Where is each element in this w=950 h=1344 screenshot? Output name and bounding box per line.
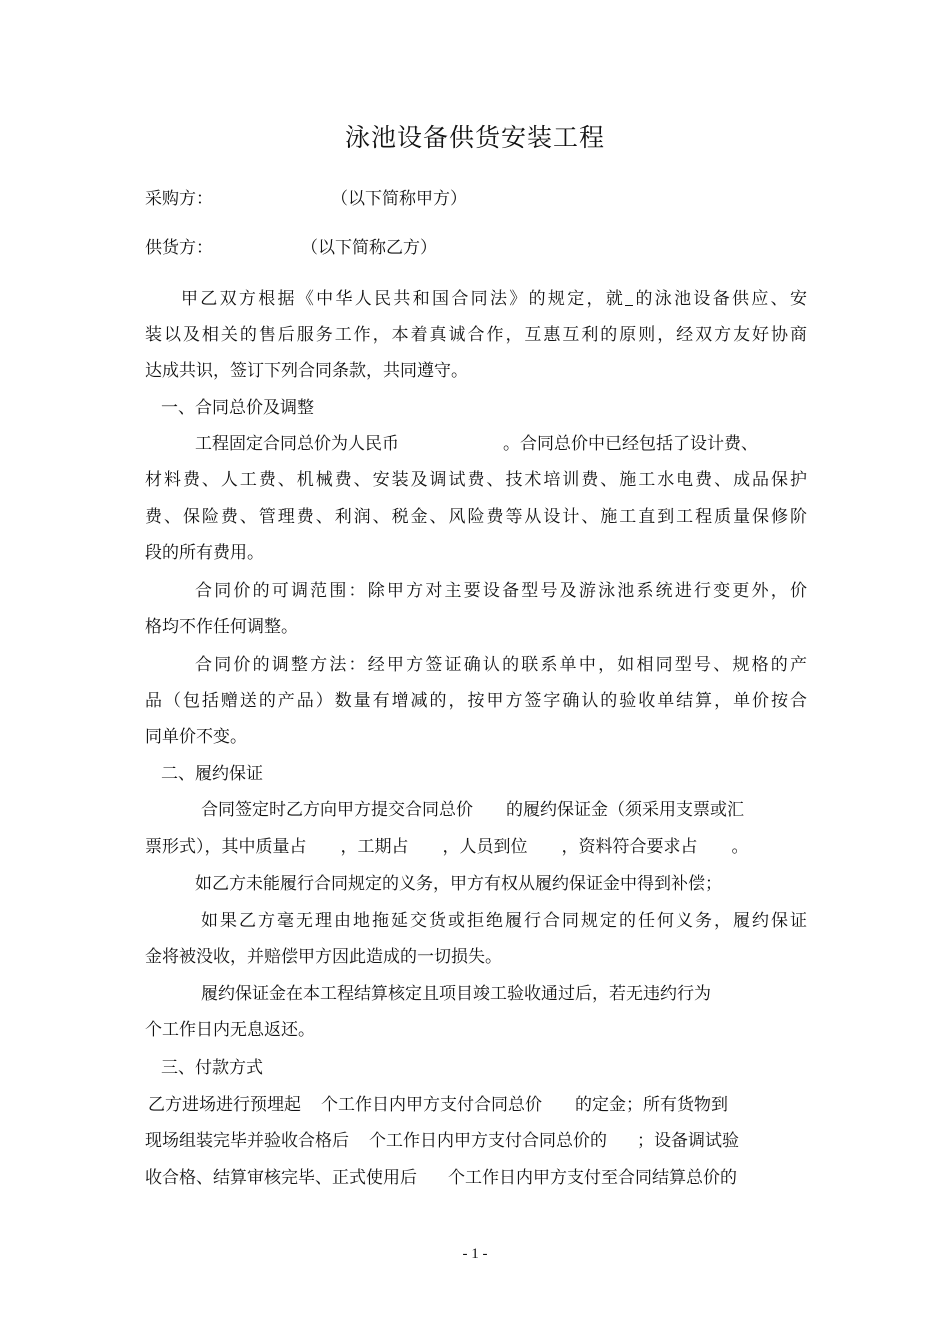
intro-text-1b: 的泳池设备供应、安 <box>633 289 807 309</box>
s3-l3-text-b: 个工作日内甲方支付至合同结算总价的 <box>448 1168 737 1188</box>
intro-text-1a: 甲乙双方根据《中华人民共和国合同法》的规定，就 <box>181 289 626 309</box>
section-3-heading: 三、付款方式 <box>161 1058 263 1078</box>
s3-line-1 <box>148 1094 807 1116</box>
s3-l1-text-c: 的定金；所有货物到 <box>575 1095 728 1115</box>
s2-p1-text-b: 的履约保证金（须采用支票或汇 <box>506 800 744 820</box>
buyer-line <box>145 188 807 210</box>
section-2-heading: 二、履约保证 <box>161 764 263 784</box>
s3-line-2 <box>145 1130 807 1152</box>
s1-p1-line-2: 材料费、人工费、机械费、安装及调试费、技术培训费、施工水电费、成品保护 <box>145 470 807 490</box>
s2-p4-line-2: 个工作日内无息返还。 <box>145 1020 315 1040</box>
intro-line-1 <box>181 288 807 310</box>
s2-p4-line-1: 履约保证金在本工程结算核定且项目竣工验收通过后，若无违约行为 <box>201 984 711 1004</box>
s3-l2-text-a: 现场组装完毕并验收合格后 <box>145 1131 349 1151</box>
blank-project-name <box>625 289 633 306</box>
s2-staff-label: ，人员到位 <box>442 837 528 857</box>
s3-l3-text-a: 收合格、结算审核完毕、正式使用后 <box>145 1168 417 1188</box>
s1-p2-line-1: 合同价的可调范围：除甲方对主要设备型号及游泳池系统进行变更外，价 <box>195 581 807 601</box>
s1-p3-line-2: 品（包括赠送的产品）数量有增减的，按甲方签字确认的验收单结算，单价按合 <box>145 691 807 711</box>
s2-p3-line-2: 金将被没收，并赔偿甲方因此造成的一切损失。 <box>145 947 502 967</box>
buyer-alias: （以下简称甲方） <box>331 189 467 209</box>
s1-p1-line-4: 段的所有费用。 <box>145 543 264 563</box>
intro-line-2: 装以及相关的售后服务工作，本着真诚合作，互惠互利的原则，经双方友好协商 <box>145 325 807 345</box>
s2-period: 。 <box>731 837 749 857</box>
section-1-heading: 一、合同总价及调整 <box>161 398 314 418</box>
s1-p1-text-a: 工程固定合同总价为人民币 <box>195 434 399 454</box>
s3-l2-text-b: 个工作日内甲方支付合同总价的 <box>369 1131 607 1151</box>
supplier-line <box>145 237 807 259</box>
s3-line-3 <box>145 1167 807 1189</box>
s2-quality-label: 票形式），其中质量占 <box>145 837 307 857</box>
supplier-label: 供货方： <box>145 238 213 258</box>
s2-p3-line-1: 如果乙方毫无理由地拖延交货或拒绝履行合同规定的任何义务，履约保证 <box>201 911 807 931</box>
supplier-alias: （以下简称乙方） <box>301 238 437 258</box>
s1-p2-line-2: 格均不作任何调整。 <box>145 617 298 637</box>
s2-p1-text-a: 合同签定时乙方向甲方提交合同总价 <box>201 800 473 820</box>
s3-l1-text-a: 乙方进场进行预埋起 <box>148 1095 301 1115</box>
s1-p1-text-b: 。合同总价中已经包括了设计费、 <box>503 434 758 454</box>
buyer-label: 采购方： <box>145 189 213 209</box>
s2-p2-line-1: 如乙方未能履行合同规定的义务，甲方有权从履约保证金中得到补偿； <box>195 874 722 894</box>
s1-p3-line-3: 同单价不变。 <box>145 727 247 747</box>
page-title: 泳池设备供货安装工程 <box>344 123 605 152</box>
s2-p1-line-1 <box>201 799 807 821</box>
s2-p1-line-2 <box>145 836 807 858</box>
s2-schedule-label: ，工期占 <box>340 837 409 857</box>
intro-line-3: 达成共识，签订下列合同条款，共同遵守。 <box>145 361 468 381</box>
s3-l1-text-b: 个工作日内甲方支付合同总价 <box>321 1095 542 1115</box>
s1-p1-line-3: 费、保险费、管理费、利润、税金、风险费等从设计、施工直到工程质量保修阶 <box>145 507 807 527</box>
s3-l2-text-c: ；设备调试验 <box>637 1131 739 1151</box>
s1-p3-line-1: 合同价的调整方法：经甲方签证确认的联系单中，如相同型号、规格的产 <box>195 655 807 675</box>
page-number: - 1 - <box>462 1246 488 1262</box>
s1-p1-line-1 <box>195 433 807 455</box>
s2-docs-label: ，资料符合要求占 <box>561 837 698 857</box>
